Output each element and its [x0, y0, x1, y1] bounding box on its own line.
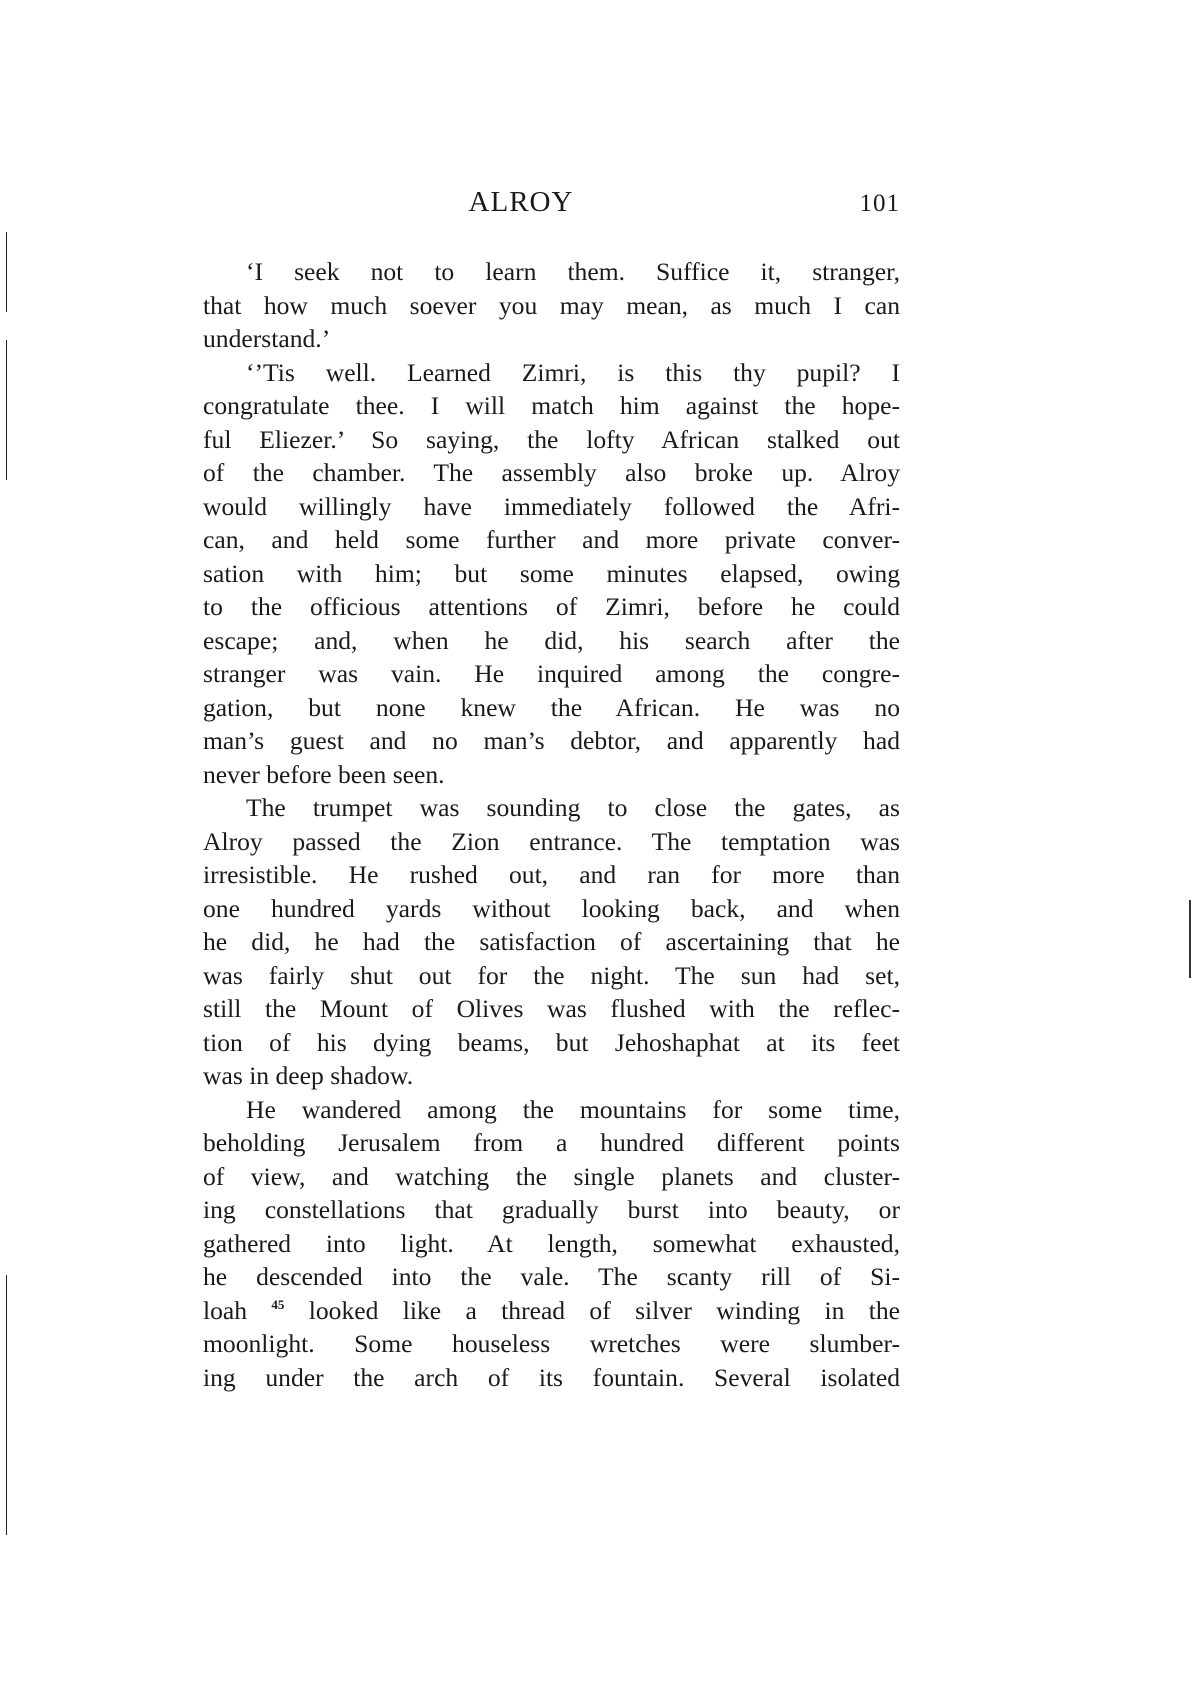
text-line: of view, and watching the single planets and cluster- — [203, 1161, 900, 1191]
text-line: can, and held some further and more private conver- — [203, 525, 900, 554]
text-line: beholding Jerusalem from a hundred different points — [203, 1128, 900, 1157]
text-line: irresistible. He rushed out, and ran for more than — [203, 860, 900, 889]
text-line: gathered into light. At length, somewhat exhausted, — [203, 1228, 900, 1258]
scan-edge-line — [6, 232, 7, 312]
paragraph — [203, 791, 900, 1093]
text-line: never before been seen. — [203, 759, 445, 789]
text-line: He wandered among the mountains for some time, — [246, 1094, 900, 1124]
text-line: would willingly have immediately followed the Afri- — [203, 491, 900, 521]
text-line: of the chamber. The assembly also broke up. Alroy — [203, 458, 900, 487]
text-line: understand.’ — [203, 324, 331, 353]
text-line: was in deep shadow. — [203, 1061, 414, 1090]
text-line: gation, but none knew the African. He was no — [203, 692, 900, 722]
text-line: was fairly shut out for the night. The sun had set, — [203, 960, 900, 990]
paragraph — [203, 1093, 900, 1395]
text-line: ing under the arch of its fountain. Several isolated — [203, 1362, 900, 1392]
footnote-reference: 45 — [271, 1296, 285, 1312]
text-line: congratulate thee. I will match him against the hope- — [203, 391, 900, 420]
text-line — [203, 1294, 900, 1328]
scan-edge-line — [6, 1275, 7, 1535]
page-header — [200, 186, 900, 226]
text-line: ing constellations that gradually burst into beauty, or — [203, 1195, 900, 1224]
text-line: that how much soever you may mean, as much I can — [203, 290, 900, 320]
running-title: ALROY — [468, 186, 574, 218]
text-line: he did, he had the satisfaction of ascertaining that he — [203, 927, 900, 956]
paragraph — [203, 255, 900, 356]
text-line: moonlight. Some houseless wretches were slumber- — [203, 1329, 900, 1358]
text-line: to the officious attentions of Zimri, before he could — [203, 592, 900, 621]
text-line: still the Mount of Olives was flushed with the reflec- — [203, 994, 900, 1023]
text-fragment: looked like a thread of silver winding in the — [308, 1295, 901, 1325]
text-line: Alroy passed the Zion entrance. The temptation was — [203, 826, 900, 856]
text-line: tion of his dying beams, but Jehoshaphat at its feet — [203, 1027, 900, 1057]
text-line: ‘I seek not to learn them. Suffice it, stranger, — [246, 257, 900, 286]
text-line: he descended into the vale. The scanty rill of Si- — [203, 1262, 900, 1291]
text-line: one hundred yards without looking back, and when — [203, 893, 900, 923]
text-line: ful Eliezer.’ So saying, the lofty African stalked out — [203, 424, 900, 454]
text-line: man’s guest and no man’s debtor, and apparently had — [203, 726, 900, 755]
text-line: ‘’Tis well. Learned Zimri, is this thy pupil? I — [246, 357, 900, 387]
text-line: stranger was vain. He inquired among the congre- — [203, 659, 900, 688]
page-number: 101 — [859, 190, 900, 217]
text-line: sation with him; but some minutes elapsed, owing — [203, 558, 900, 588]
body-text — [203, 255, 900, 1394]
text-fragment: loah — [203, 1295, 248, 1325]
text-line: escape; and, when he did, his search after the — [203, 625, 900, 655]
paragraph — [203, 356, 900, 792]
scan-edge-line — [6, 340, 7, 480]
text-line: The trumpet was sounding to close the gates, as — [246, 793, 900, 822]
scan-edge-mark — [1189, 900, 1191, 978]
